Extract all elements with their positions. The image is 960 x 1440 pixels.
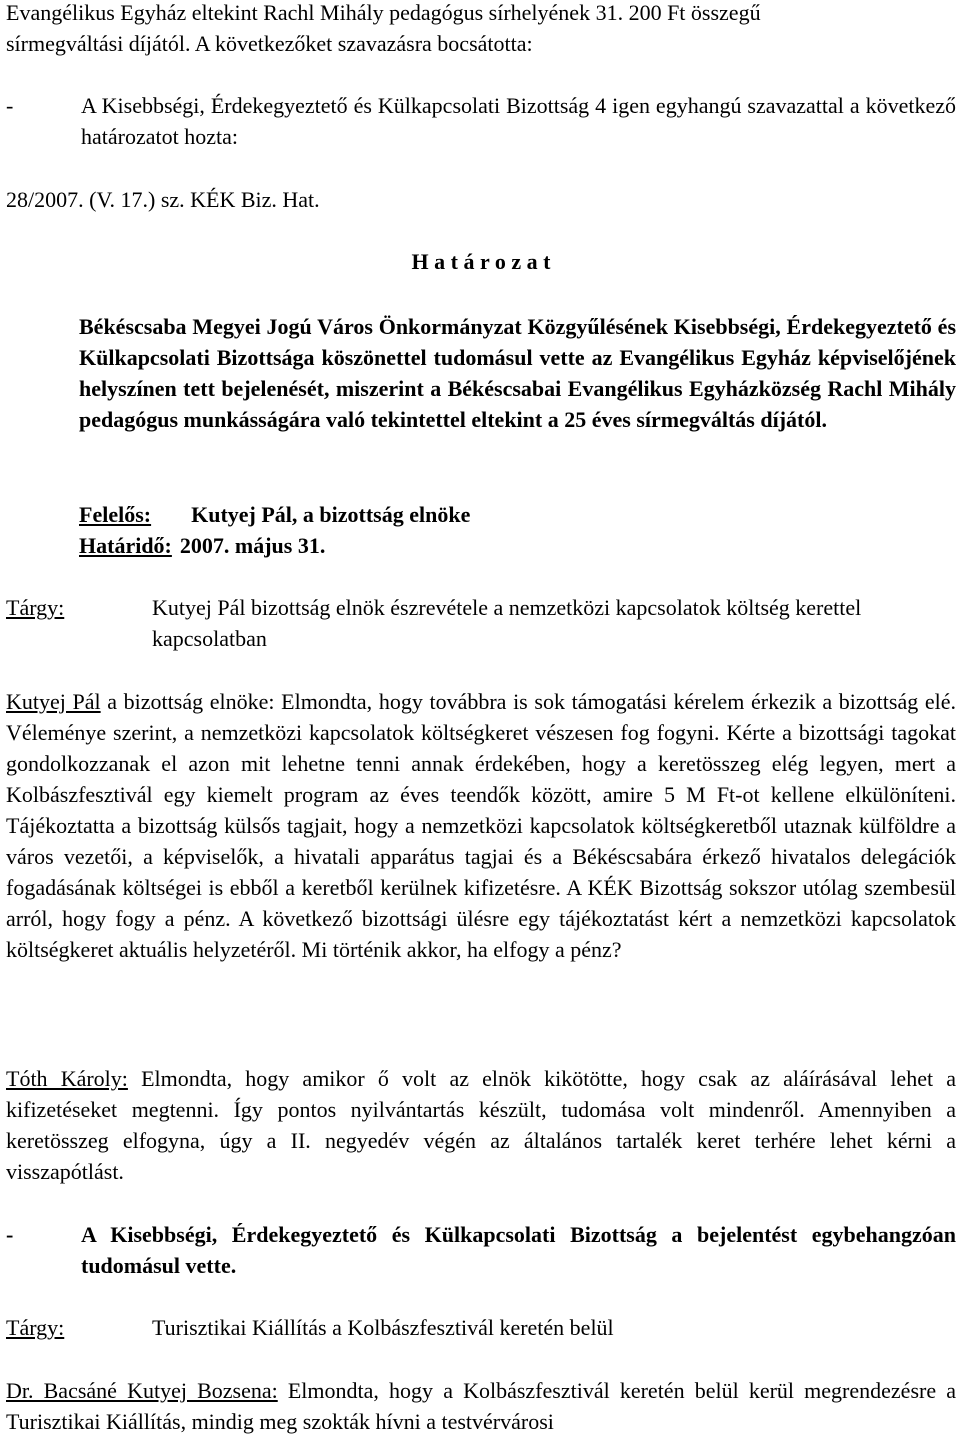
paragraph-bacsane xyxy=(6,1375,956,1437)
responsible-row xyxy=(6,499,470,530)
paragraph-kutyej xyxy=(6,686,956,965)
subject-1-text: Kutyej Pál bizottság elnök észrevétele a nemzetközi kapcsolatok költség kerettel kapcsolatban xyxy=(152,595,862,651)
deadline-value: 2007. május 31. xyxy=(179,533,326,558)
speaker-toth: Tóth Károly: xyxy=(6,1066,128,1091)
resolution-body: Békéscsaba Megyei Jogú Város Önkormányzat Közgyűlésének Kisebbségi, Érdekegyeztető és Külkapcsolati Bizottsága köszönettel tudomásul vette az Evangélikus Egyház képviselőjének helyszínen tett bejelenését, miszerint a Békéscsabai Evangélikus Egyházközség Rachl Mihály pedagógus munkásságára való tekintettel eltekint a 25 éves sírmegváltás díjától. xyxy=(79,314,956,432)
vote-1-dash: - xyxy=(6,93,14,118)
intro-line-1: Evangélikus Egyház eltekint Rachl Mihály pedagógus sírhelyének 31. 200 Ft összegű xyxy=(6,0,761,25)
intro-line-2: sírmegváltási díjától. A következőket szavazásra bocsátotta: xyxy=(6,31,533,56)
responsible-value: Kutyej Pál, a bizottság elnöke xyxy=(191,502,471,527)
subject-1 xyxy=(6,592,956,654)
speaker-kutyej: Kutyej Pál xyxy=(6,689,101,714)
resolution-heading: H a t á r o z a t xyxy=(411,249,551,274)
paragraph-toth xyxy=(6,1063,956,1187)
vote-1 xyxy=(6,90,956,152)
subject-1-label: Tárgy: xyxy=(6,595,65,620)
responsible-label: Felelős: xyxy=(79,502,152,527)
subject-2-label: Tárgy: xyxy=(6,1315,65,1340)
speaker-bacsane: Dr. Bacsáné Kutyej Bozsena: xyxy=(6,1378,278,1403)
vote-2-dash: - xyxy=(6,1222,14,1247)
resolution-reference: 28/2007. (V. 17.) sz. KÉK Biz. Hat. xyxy=(6,187,320,212)
vote-2-text: A Kisebbségi, Érdekegyeztető és Külkapcsolati Bizottság a bejelentést egybehangzóan tudomásul vette. xyxy=(81,1222,956,1278)
paragraph-toth-text: Elmondta, hogy amikor ő volt az elnök kikötötte, hogy csak az aláírásával lehet a kifizetéseket megtenni. Így pontos nyilvántartás készült, tudomása volt mindenről. Amennyiben a keretösszeg elfogyna, úgy a II. negyedév végén az általános tartalék keret terhére lehet kérni a visszapótlást. xyxy=(6,1066,956,1184)
paragraph-kutyej-text: a bizottság elnöke: Elmondta, hogy továbbra is sok támogatási kérelem érkezik a bizottság elé. Véleménye szerint, a nemzetközi kapcsolatok költségkeret vészesen fog fogyni. Kérte a bizottsági tagokat gondolkozzanak el azon mit lehetne tenni annak érdekében, hogy a keretösszeg elég legyen, mert a Kolbászfesztivál egy kiemelt program az éves teendők között, amire 5 M Ft-ot kellene elkülöníteni. Tájékoztatta a bizottság külsős tagjait, hogy a nemzetközi kapcsolatok költségkeretből utaznak külföldre a város vezetői, a képviselők, a hivatali apparátus tagjai és a Békéscsabára érkező hivatalos delegációk fogadásának költségei is ebből a keretből kerülnek kifizetésre. A KÉK Bizottság sokszor utólag szembesül arról, hogy fogy a pénz. A következő bizottsági ülésre egy tájékoztatást kért a nemzetközi kapcsolatok költségkeret aktuális helyzetéről. Mi történik akkor, ha elfogy a pénz? xyxy=(6,689,957,962)
vote-1-text: A Kisebbségi, Érdekegyeztető és Külkapcsolati Bizottság 4 igen egyhangú szavazattal a következő határozatot hozta: xyxy=(81,93,956,149)
deadline-row xyxy=(6,530,325,561)
deadline-label: Határidő: xyxy=(79,533,172,558)
subject-2 xyxy=(6,1312,956,1343)
subject-2-text: Turisztikai Kiállítás a Kolbászfesztivál keretén belül xyxy=(152,1315,614,1340)
paragraph-bacsane-text: Elmondta, hogy a Kolbászfesztivál keretén belül kerül megrendezésre a Turisztikai Kiállítás, mindig meg szokták hívni a testvérvárosi xyxy=(6,1378,956,1434)
vote-2 xyxy=(6,1219,956,1281)
